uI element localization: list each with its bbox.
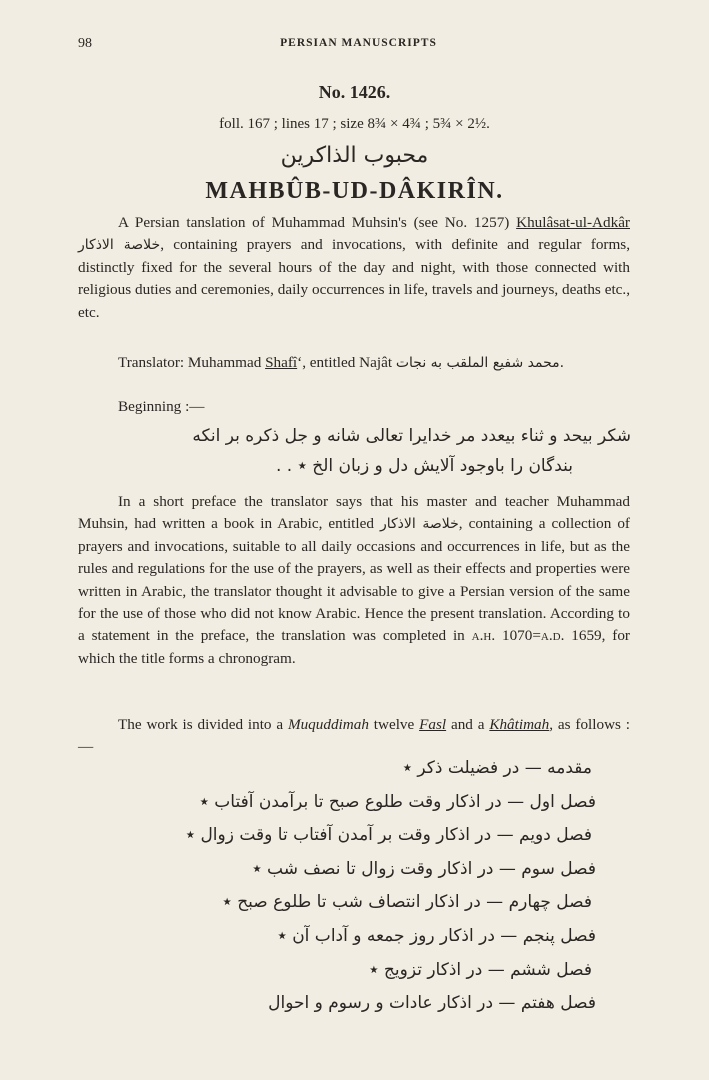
- catalog-number: No. 1426.: [318, 82, 391, 102]
- contents-line: فصل دویم — در اذکار وقت بر آمدن آفتاب تا وقت زوال ٭: [185, 825, 592, 846]
- translator-paragraph: Translator: Muhammad Shafî‘, entitled Najât محمد شفیع الملقب به نجات.: [118, 354, 565, 371]
- contents-line: مقدمه — در فضیلت ذکر ٭: [402, 758, 592, 778]
- division-paragraph: The work is divided into a Muquddimah twelve Fasl and a Khâtimah, as follows :—: [78, 716, 631, 756]
- contents-line: فصل اول — در اذکار وقت طلوع صبح تا برآمدن آفتاب ٭: [199, 791, 596, 812]
- page-number: 98: [78, 36, 92, 51]
- physical-description: foll. 167 ; lines 17 ; size 8¾ × 4¾ ; 5¾ × 2½.: [219, 116, 490, 132]
- contents-line: فصل ششم — در اذکار تزویج ٭: [369, 959, 592, 980]
- beginning-label: Beginning :—: [118, 398, 205, 415]
- beginning-line-2: بندگان را باوجود آلایش دل و زبان الخ ٭ . .: [275, 456, 573, 476]
- running-title: PERSIAN MANUSCRIPTS: [280, 37, 437, 49]
- page-header: [78, 36, 639, 56]
- beginning-line-1: شکر بیحد و ثناء بیعدد مر خدایرا تعالی شانه و جل ذکره بر انکه: [192, 426, 631, 446]
- contents-line: فصل هفتم — در اذکار عادات و رسوم و احوال: [268, 993, 596, 1014]
- table-of-contents: [96, 752, 596, 1021]
- persian-title: محبوب الذاکرین: [280, 143, 429, 168]
- work-title: MAHBÛB-UD-DÂKIRÎN.: [205, 178, 504, 204]
- preface-paragraph: In a short preface the translator says that his master and teacher Muhammad Muhsin, had written a book in Arabic, entitled خلاصة الاذکار, containing a collection of prayers and invocations, suitable to all daily occasions and occurrences in life, but as the rules and regulations for the use of the prayers, as well as their effects and properties were written in Arabic, the translator thought it advisable to give a Persian version of the same for the use of those who did not know Arabic. Hence the present translation. According to a statement in the preface, the translation was completed in a.h. 1070=a.d. 1659, for which the title forms a chronogram.: [78, 493, 630, 667]
- contents-line: فصل چهارم — در اذکار انتصاف شب تا طلوع صبح ٭: [222, 892, 592, 913]
- description-paragraph: A Persian tanslation of Muhammad Muhsin's (see No. 1257) Khulâsat-ul-Adkâr خلاصة الاذکار, containing prayers and invocations, with definite and regular forms, distinctly fixed for the several hours of the day and night, with those connected with religious duties and ceremonies, daily occurrences in life, travels and journeys, deaths etc., etc.: [78, 214, 630, 321]
- contents-line: فصل سوم — در اذکار وقت زوال تا نصف شب ٭: [252, 858, 596, 879]
- contents-line: فصل پنجم — در اذکار روز جمعه و آداب آن ٭: [277, 925, 596, 946]
